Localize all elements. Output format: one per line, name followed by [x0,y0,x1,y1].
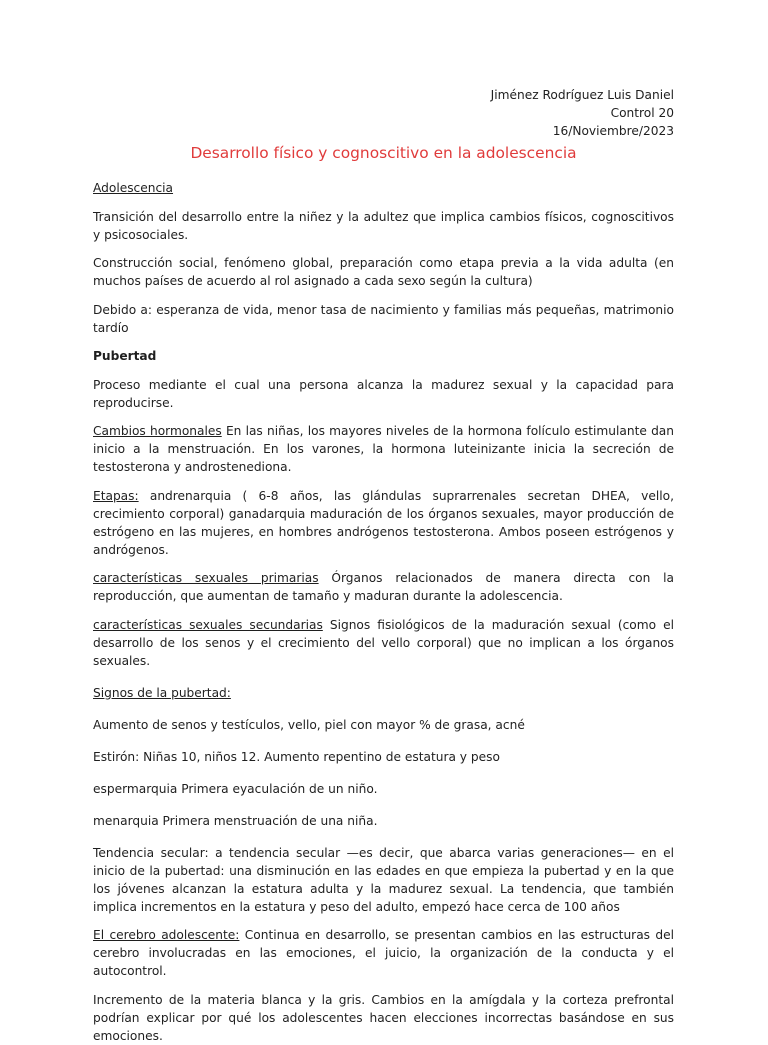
paragraph-caracteristicas-secundarias [93,616,674,670]
paragraph-cambios-hormonales [93,422,674,476]
document-title: Desarrollo físico y cognoscitivo en la adolescencia [190,144,577,162]
document-date: 16/Noviembre/2023 [552,124,674,138]
paragraph-materia-blanca: Incremento de la materia blanca y la gris. Cambios en la amígdala y la corteza prefrontal podrían explicar por qué los adolescentes hacen elecciones incorrectas basándose en sus emociones. [93,992,674,1043]
heading-pubertad: Pubertad [93,349,157,363]
heading-signos-pubertad [93,684,674,702]
paragraph-proceso: Proceso mediante el cual una persona alcanza la madurez sexual y la capacidad para reproducirse. [93,377,674,410]
paragraph-construccion-social: Construcción social, fenómeno global, preparación como etapa previa a la vida adulta (en muchos países de acuerdo al rol asignado a cada sexo según la cultura) [93,256,674,288]
document-header [93,86,674,140]
paragraph-definicion: Transición del desarrollo entre la niñez y la adultez que implica cambios físicos, cognoscitivos y psicosociales. [93,209,674,242]
text-caracteristicas-secundarias: Signos fisiológicos de la maduración sexual (como el desarrollo de los senos y el crecimiento del vello corporal) que no implican a los órganos sexuales. [93,617,674,668]
paragraph-debido-a: Debido a: esperanza de vida, menor tasa de nacimiento y familias más pequeñas, matrimonio tardío [93,302,674,335]
label-cerebro-adolescente: El cerebro adolescente: [93,928,240,942]
label-etapas: Etapas: [93,488,139,503]
text-cambios-hormonales: En las niñas, los mayores niveles de la hormona folículo estimulante dan inicio a la menstruación. En los varones, la hormona luteinizante inicia la secreción de testosterona y androstenediona. [93,424,675,474]
paragraph-estiron: Estirón: Niñas 10, niños 12. Aumento repentino de estatura y peso [93,749,500,764]
heading-adolescencia-text: Adolescencia [93,181,174,195]
paragraph-espermarquia: espermarquia Primera eyaculación de un niño. [93,781,378,796]
label-caracteristicas-primarias: características sexuales primarias [93,571,319,585]
text-caracteristicas-primarias: Órganos relacionados de manera directa con la reproducción, que aumentan de tamaño y maduran durante la adolescencia. [93,571,674,603]
text-cerebro-adolescente: Continua en desarrollo, se presentan cambios en las estructuras del cerebro involucradas en las emociones, el juicio, la organización de la conducta y el autocontrol. [93,928,674,978]
heading-signos-pubertad-text: Signos de la pubertad: [93,685,231,700]
paragraph-aumento: Aumento de senos y testículos, vello, piel con mayor % de grasa, acné [93,717,525,732]
label-cambios-hormonales: Cambios hormonales [93,424,222,438]
paragraph-cerebro-adolescente [93,926,674,980]
paragraph-menarquia: menarquia Primera menstruación de una niña. [93,813,378,828]
paragraph-tendencia-secular: Tendencia secular: a tendencia secular —es decir, que abarca varias generaciones— en el inicio de la pubertad: una disminución en las edades en que empieza la pubertad y en la que los jóvenes alcanzan la estatura adulta y la madurez sexual. La tendencia, que también implica incrementos en la estatura y peso del adulto, empezó hace cerca de 100 años [93,845,674,914]
heading-adolescencia [93,179,674,197]
paragraph-caracteristicas-primarias [93,569,674,605]
text-etapas: andrenarquia ( 6-8 años, las glándulas suprarrenales secretan DHEA, vello, crecimiento corporal) ganadarquia maduración de los órganos sexuales, mayor producción de estrógeno en las mujeres, en hombres andrógenos testosterona. Ambos poseen estrógenos y andrógenos. [93,488,674,557]
paragraph-etapas [93,487,674,559]
author-name: Jiménez Rodríguez Luis Daniel [490,88,674,102]
control-label: Control 20 [610,106,674,120]
label-caracteristicas-secundarias: características sexuales secundarias [93,617,323,632]
